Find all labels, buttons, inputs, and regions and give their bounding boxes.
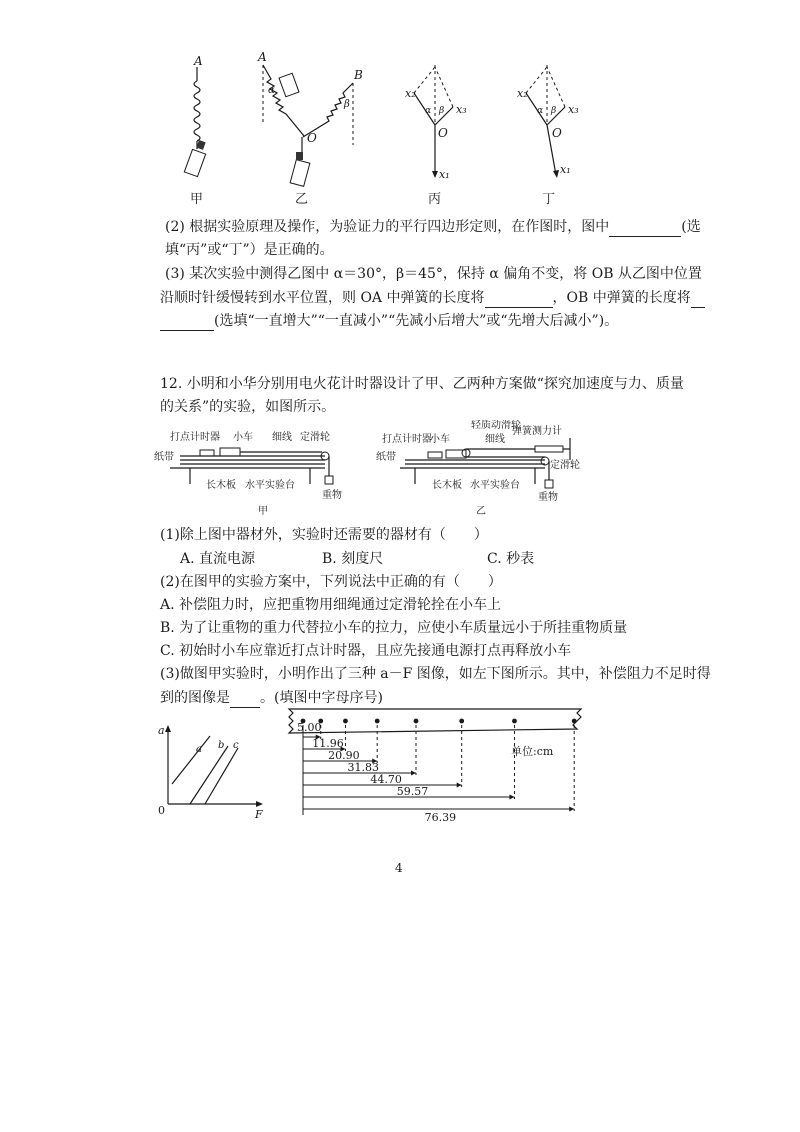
q11-part3-line3: (选填“一直增大”“一直减小”“先减小后增大”或“先增大后减小”)。 [160, 311, 618, 331]
tape-dot [572, 719, 577, 724]
a-f-graph [150, 722, 270, 822]
tape-distance-label: 5.00 [297, 721, 322, 734]
q12-p1-option-c[interactable]: C. 秒表 [487, 551, 535, 567]
tape-distance-label: 59.57 [396, 785, 429, 798]
apparatus-figures [150, 420, 600, 520]
svg-text:弹簧测力计: 弹簧测力计 [512, 426, 562, 437]
svg-text:小车: 小车 [430, 434, 450, 445]
q12-p2-option-b[interactable]: B. 为了让重物的重力代替拉小车的拉力，应使小车质量远小于所挂重物质量 [160, 620, 628, 636]
svg-text:β: β [439, 106, 445, 116]
svg-text:轻质动滑轮: 轻质动滑轮 [471, 420, 521, 431]
q11-part2-line2: 填“丙”或“丁”）是正确的。 [165, 242, 334, 258]
tape-unit: 单位:cm [511, 745, 554, 758]
answer-blank-graph[interactable] [230, 707, 260, 708]
svg-text:B: B [354, 68, 363, 82]
svg-text:水平实验台: 水平实验台 [245, 480, 295, 491]
tape-dot [459, 719, 464, 724]
line-label-a: a [196, 744, 202, 755]
tape-dot [414, 719, 419, 724]
svg-text:A: A [258, 50, 267, 64]
tape-distance-label: 44.70 [370, 773, 402, 786]
figure-jia [184, 54, 205, 207]
arrow-head [411, 771, 416, 776]
tape-distance-label: 31.83 [347, 761, 379, 774]
svg-text:打点计时器: 打点计时器 [382, 434, 432, 445]
svg-text:x₁: x₁ [439, 168, 450, 181]
answer-blank-ob[interactable] [160, 330, 214, 331]
q11-part3-line2: 沿顺时针缓慢转到水平位置，则 OA 中弹簧的长度将 ，OB 中弹簧的长度将 [160, 288, 705, 308]
tape-dot [343, 719, 348, 724]
svg-text:小车: 小车 [233, 432, 253, 443]
q12-p2: (2)在图甲的实验方案中，下列说法中正确的有（ ） [160, 574, 502, 590]
figure-yi [257, 50, 363, 207]
tape-distance-label: 20.90 [328, 749, 360, 762]
svg-text:细线: 细线 [485, 434, 505, 445]
apparatus-jia [154, 430, 342, 517]
svg-text:O: O [307, 131, 317, 145]
svg-text:重物: 重物 [538, 492, 558, 503]
svg-text:β: β [551, 106, 557, 116]
svg-text:O: O [438, 126, 448, 140]
svg-text:重物: 重物 [322, 490, 342, 501]
svg-text:α: α [425, 106, 432, 116]
svg-text:x₁: x₁ [560, 163, 571, 176]
svg-text:x₃: x₃ [456, 103, 467, 116]
answer-blank[interactable] [609, 236, 681, 237]
line-label-b: b [218, 740, 225, 751]
figure-bing [405, 65, 467, 207]
svg-text:x₂: x₂ [517, 87, 528, 100]
tape-distance-label: 11.96 [312, 737, 344, 750]
svg-text:β: β [344, 99, 350, 110]
apparatus-yi [376, 420, 580, 517]
svg-text:α: α [268, 85, 275, 96]
q12-p2-option-c[interactable]: C. 初始时小车应靠近打点计时器，且应先接通电源打点再释放小车 [160, 643, 572, 659]
line-label-c: c [233, 740, 239, 751]
q11-part2-line1: (2) 根据实验原理及操作，为验证力的平行四边形定则，在作图时，图中 (选 [165, 219, 701, 235]
q12-intro-line1: 12. 小明和小华分别用电火花计时器设计了甲、乙两种方案做“探究加速度与力、质量 [160, 376, 684, 392]
svg-text:定滑轮: 定滑轮 [550, 460, 580, 471]
origin-label: 0 [158, 804, 165, 817]
arrow-head [509, 795, 514, 800]
svg-text:x₂: x₂ [405, 87, 416, 100]
caption-apparatus-jia: 甲 [258, 506, 268, 517]
svg-text:O: O [552, 126, 562, 140]
caption-bing: 丙 [428, 192, 442, 207]
svg-text:长木板: 长木板 [206, 480, 236, 491]
page-number: 4 [395, 861, 403, 875]
svg-text:定滑轮: 定滑轮 [300, 432, 330, 443]
q12-p1-option-a[interactable]: A. 直流电源 [180, 551, 256, 567]
answer-blank-oa[interactable] [485, 307, 553, 308]
caption-yi: 乙 [295, 192, 309, 207]
caption-ding: 丁 [542, 192, 556, 207]
q12-p2-option-a[interactable]: A. 补偿阻力时，应把重物用细绳通过定滑轮拴在小车上 [160, 597, 502, 613]
q11-part3-line1: (3) 某次实验中测得乙图中 α＝30°，β＝45°，保持 α 偏角不变，将 OB 从乙图中位置 [165, 266, 702, 282]
svg-text:细线: 细线 [272, 432, 292, 443]
arrow-head [457, 783, 462, 788]
svg-text:纸带: 纸带 [154, 452, 174, 463]
q12-intro-line2: 的关系”的实验，如图所示。 [160, 399, 336, 415]
q12-p3-line1: (3)做图甲实验时，小明作出了三种 a－F 图像，如左下图所示。其中，补偿阻力不足时得 [160, 666, 711, 682]
q12-p1: (1)除上图中器材外，实验时还需要的器材有（ ） [160, 527, 488, 543]
caption-apparatus-yi: 乙 [476, 506, 486, 517]
caption-jia: 甲 [190, 192, 204, 207]
svg-text:水平实验台: 水平实验台 [470, 480, 520, 491]
tape-dot [375, 719, 380, 724]
tape-distance-label: 76.39 [424, 811, 457, 824]
arrow-head [569, 807, 574, 812]
svg-text:纸带: 纸带 [376, 452, 396, 463]
label-A: A [194, 54, 203, 68]
svg-text:长木板: 长木板 [432, 480, 462, 491]
svg-text:打点计时器: 打点计时器 [170, 432, 220, 443]
force-figures [150, 45, 610, 215]
svg-text:x₃: x₃ [568, 103, 579, 116]
figure-ding [517, 65, 579, 207]
q12-p3-line2: 到的图像是 。(填图中字母序号) [160, 690, 383, 706]
q12-p1-option-b[interactable]: B. 刻度尺 [322, 551, 384, 567]
x-axis-label: F [255, 808, 263, 821]
tape-dot [512, 719, 517, 724]
svg-text:α: α [537, 106, 544, 116]
y-axis-label: a [158, 724, 165, 737]
paper-tape [285, 703, 595, 828]
